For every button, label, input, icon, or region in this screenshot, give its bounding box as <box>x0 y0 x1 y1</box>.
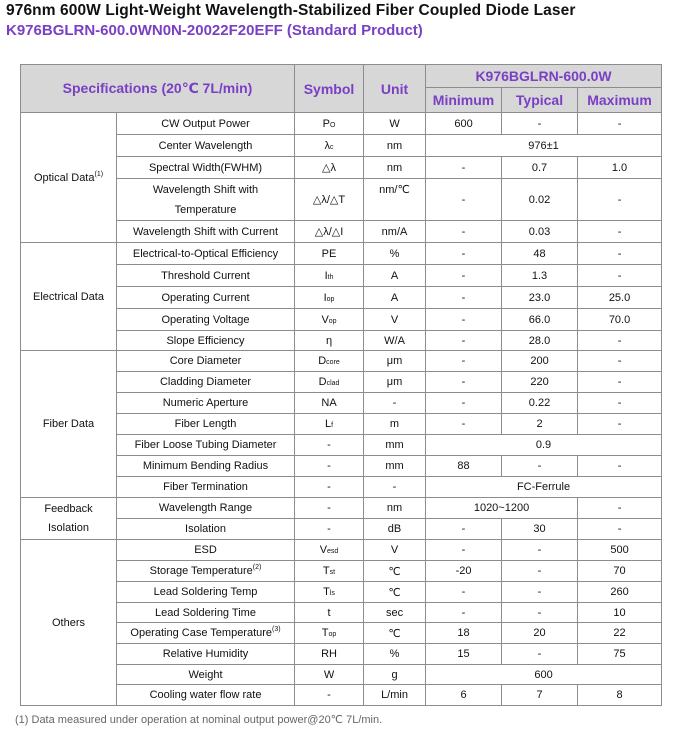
unit-cell: A <box>364 265 426 287</box>
header-typical: Typical <box>502 88 578 113</box>
value-maximum: - <box>578 331 662 351</box>
symbol-subscript: op <box>326 295 335 303</box>
value-maximum: 1.0 <box>578 157 662 179</box>
parameter-name <box>117 351 295 372</box>
symbol: V <box>319 544 328 556</box>
parameter-label: Threshold Current <box>161 269 250 282</box>
parameter-label: Fiber Termination <box>163 481 248 493</box>
parameter-label: Wavelength Range <box>158 502 253 514</box>
header-minimum: Minimum <box>426 88 502 113</box>
table-row <box>21 561 662 582</box>
value-maximum: - <box>578 414 662 435</box>
table-row <box>21 372 662 393</box>
symbol-cell <box>295 157 364 179</box>
value-minimum: - <box>426 265 502 287</box>
value-minimum: - <box>426 221 502 243</box>
parameter-name <box>117 498 295 519</box>
value-maximum: - <box>578 351 662 372</box>
parameter-name <box>117 372 295 393</box>
table-row <box>21 456 662 477</box>
symbol: λ <box>324 139 331 152</box>
value-maximum: 10 <box>578 603 662 623</box>
unit-cell: ℃ <box>364 623 426 644</box>
symbol-subscript: th <box>327 273 334 281</box>
symbol-cell <box>295 331 364 351</box>
value-typical: 20 <box>502 623 578 644</box>
symbol-cell <box>295 243 364 265</box>
group-label: Others <box>51 616 85 629</box>
group-label: Fiber Data <box>42 418 95 430</box>
value-maximum: 70.0 <box>578 309 662 331</box>
symbol: t <box>327 606 331 619</box>
value-maximum: - <box>578 498 662 519</box>
parameter-label: ESD <box>194 544 217 556</box>
symbol-cell <box>295 582 364 603</box>
value-maximum: - <box>578 113 662 135</box>
value-span: 0.9 <box>426 435 662 456</box>
header-unit: Unit <box>364 65 426 113</box>
symbol-cell <box>295 414 364 435</box>
unit-cell: dB <box>364 519 426 540</box>
unit-cell: μm <box>364 351 426 372</box>
symbol: - <box>327 523 331 535</box>
parameter-label: Operating Voltage <box>161 313 250 326</box>
group-label: Feedback <box>44 502 93 515</box>
parameter-name <box>117 243 295 265</box>
value-minimum: - <box>426 393 502 414</box>
symbol-cell <box>295 603 364 623</box>
group-fiber-data <box>21 351 117 498</box>
symbol: NA <box>321 397 337 409</box>
symbol: V <box>321 313 329 326</box>
symbol: W <box>323 668 335 681</box>
parameter-line: Temperature <box>174 203 237 216</box>
value-typical: 2 <box>502 414 578 435</box>
value-minimum: - <box>426 603 502 623</box>
table-row <box>21 221 662 243</box>
group-optical-data <box>21 113 117 243</box>
footnote-ref: (1) <box>94 170 104 178</box>
unit-cell: nm <box>364 135 426 157</box>
unit-cell: A <box>364 287 426 309</box>
parameter-label: Fiber Loose Tubing Diameter <box>134 439 277 451</box>
unit-cell: mm <box>364 435 426 456</box>
symbol-subscript: O <box>329 121 336 129</box>
parameter-name <box>117 309 295 331</box>
symbol-cell <box>295 435 364 456</box>
symbol-cell <box>295 685 364 706</box>
table-row <box>21 477 662 498</box>
group-others <box>21 540 117 706</box>
value-minimum: 88 <box>426 456 502 477</box>
value-minimum: - <box>426 287 502 309</box>
symbol-subscript: c <box>330 143 334 151</box>
footnote-ref: (2) <box>252 564 262 571</box>
parameter-label: Cooling water flow rate <box>149 689 262 701</box>
table-row <box>21 603 662 623</box>
value-typical: 48 <box>502 243 578 265</box>
table-row <box>21 351 662 372</box>
value-minimum: - <box>426 582 502 603</box>
symbol-cell <box>295 456 364 477</box>
parameter-label: Core Diameter <box>169 355 242 367</box>
table-row <box>21 414 662 435</box>
specifications-table <box>20 64 662 706</box>
parameter-name <box>117 623 295 644</box>
header-model: K976BGLRN-600.0W <box>426 65 662 88</box>
symbol-subscript: f <box>331 422 334 429</box>
parameter-label: Weight <box>188 668 223 681</box>
parameter-name <box>117 435 295 456</box>
value-minimum: 600 <box>426 113 502 135</box>
symbol-cell <box>295 113 364 135</box>
value-typical: 0.7 <box>502 157 578 179</box>
symbol-subscript: core <box>326 359 340 366</box>
parameter-label: Operating Case Temperature <box>130 627 273 639</box>
symbol-cell <box>295 309 364 331</box>
value-minimum: 6 <box>426 685 502 706</box>
symbol: - <box>327 439 331 451</box>
symbol-subscript: clad <box>326 380 340 387</box>
value-minimum: - <box>426 243 502 265</box>
table-row <box>21 309 662 331</box>
symbol: D <box>318 355 327 367</box>
symbol-cell <box>295 135 364 157</box>
header-symbol: Symbol <box>295 65 364 113</box>
value-typical: 28.0 <box>502 331 578 351</box>
symbol-subscript: op <box>328 317 337 325</box>
unit-cell: nm <box>364 157 426 179</box>
value-maximum: 260 <box>578 582 662 603</box>
value-typical: - <box>502 561 578 582</box>
table-row <box>21 265 662 287</box>
value-maximum: 75 <box>578 644 662 665</box>
product-code: K976BGLRN-600.0WN0N-20022F20EFF (Standard Product) <box>6 22 423 39</box>
symbol-cell <box>295 623 364 644</box>
parameter-line: Wavelength Shift with <box>152 183 259 196</box>
unit-cell: L/min <box>364 685 426 706</box>
value-minimum: 18 <box>426 623 502 644</box>
table-row <box>21 435 662 456</box>
value-typical: 7 <box>502 685 578 706</box>
symbol-cell <box>295 179 364 221</box>
symbol: - <box>327 460 331 472</box>
parameter-name <box>117 561 295 582</box>
group-label: Optical Data <box>33 171 95 184</box>
unit-cell: g <box>364 665 426 685</box>
parameter-label: Numeric Aperture <box>162 397 249 409</box>
value-maximum: - <box>578 179 662 221</box>
value-minimum: - <box>426 540 502 561</box>
value-typical: - <box>502 540 578 561</box>
document-title: 976nm 600W Light-Weight Wavelength-Stabilized Fiber Coupled Diode Laser <box>6 2 576 19</box>
table-row <box>21 582 662 603</box>
value-span: 600 <box>426 665 662 685</box>
symbol-cell <box>295 287 364 309</box>
value-minimum: - <box>426 157 502 179</box>
group-label: Electrical Data <box>33 290 104 303</box>
symbol: PE <box>321 247 337 260</box>
unit-cell: nm/℃ <box>364 179 426 221</box>
parameter-name <box>117 179 295 221</box>
parameter-label: Relative Humidity <box>162 648 249 660</box>
parameter-name <box>117 414 295 435</box>
value-maximum: 8 <box>578 685 662 706</box>
value-maximum: - <box>578 393 662 414</box>
table-row <box>21 685 662 706</box>
value-minimum: 15 <box>426 644 502 665</box>
symbol-cell <box>295 644 364 665</box>
parameter-label: Slope Efficiency <box>166 334 245 347</box>
symbol: η <box>325 334 333 347</box>
unit-cell: ℃ <box>364 561 426 582</box>
value-typical: 1.3 <box>502 265 578 287</box>
symbol-cell <box>295 372 364 393</box>
value-typical: 0.22 <box>502 393 578 414</box>
parameter-label: Spectral Width(FWHM) <box>148 161 263 174</box>
parameter-label: Wavelength Shift with Current <box>132 225 279 238</box>
symbol: T <box>322 565 330 577</box>
table-row <box>21 113 662 135</box>
symbol: - <box>327 481 331 493</box>
unit-cell: nm/A <box>364 221 426 243</box>
parameter-label: Lead Soldering Time <box>155 606 256 619</box>
unit-cell: sec <box>364 603 426 623</box>
symbol-subscript: esd <box>327 548 339 555</box>
unit-cell: μm <box>364 372 426 393</box>
table-row <box>21 243 662 265</box>
table-row <box>21 179 662 221</box>
symbol-cell <box>295 498 364 519</box>
parameter-label: Storage Temperature <box>149 565 253 577</box>
value-typical: 0.03 <box>502 221 578 243</box>
value-typical: 200 <box>502 351 578 372</box>
table-row <box>21 157 662 179</box>
table-row <box>21 665 662 685</box>
unit-cell: % <box>364 243 426 265</box>
parameter-name <box>117 157 295 179</box>
parameter-name <box>117 287 295 309</box>
parameter-name <box>117 456 295 477</box>
table-row <box>21 623 662 644</box>
unit-cell: ℃ <box>364 582 426 603</box>
value-typical: 220 <box>502 372 578 393</box>
value-maximum: - <box>578 265 662 287</box>
group-label: Isolation <box>48 521 89 534</box>
header-maximum: Maximum <box>578 88 662 113</box>
value-span: 976±1 <box>426 135 662 157</box>
parameter-name <box>117 603 295 623</box>
symbol-cell <box>295 221 364 243</box>
parameter-name <box>117 540 295 561</box>
unit-cell: mm <box>364 456 426 477</box>
symbol: I <box>323 291 327 304</box>
symbol-cell <box>295 665 364 685</box>
value-typical: - <box>502 456 578 477</box>
table-row <box>21 287 662 309</box>
value-maximum: 25.0 <box>578 287 662 309</box>
symbol-subscript: op <box>328 631 337 638</box>
parameter-name <box>117 113 295 135</box>
value-maximum: 70 <box>578 561 662 582</box>
symbol: D <box>318 376 327 388</box>
unit-cell: W <box>364 113 426 135</box>
parameter-label: Fiber Length <box>174 418 237 430</box>
value-minimum: - <box>426 372 502 393</box>
unit-cell: m <box>364 414 426 435</box>
symbol: P <box>322 117 330 130</box>
value-maximum: - <box>578 456 662 477</box>
symbol-cell <box>295 561 364 582</box>
value-typical: 66.0 <box>502 309 578 331</box>
symbol-cell <box>295 540 364 561</box>
parameter-label: Lead Soldering Temp <box>153 586 258 598</box>
value-typical: - <box>502 603 578 623</box>
symbol: △λ/△T <box>312 194 346 206</box>
group-feedback-isolation <box>21 498 117 540</box>
parameter-label: CW Output Power <box>161 117 250 130</box>
unit-cell: - <box>364 393 426 414</box>
parameter-label: Cladding Diameter <box>159 376 252 388</box>
footnote-ref: (3) <box>272 626 281 633</box>
symbol-cell <box>295 351 364 372</box>
parameter-name <box>117 265 295 287</box>
group-electrical-data <box>21 243 117 351</box>
value-minimum: -20 <box>426 561 502 582</box>
value-span: 1020~1200 <box>426 498 578 519</box>
table-row <box>21 135 662 157</box>
parameter-label: Electrical-to-Optical Efficiency <box>132 247 279 260</box>
value-maximum: - <box>578 221 662 243</box>
parameter-name <box>117 477 295 498</box>
value-typical: 30 <box>502 519 578 540</box>
symbol-cell <box>295 265 364 287</box>
table-row <box>21 519 662 540</box>
value-maximum: 500 <box>578 540 662 561</box>
parameter-name <box>117 582 295 603</box>
value-minimum: - <box>426 331 502 351</box>
unit-cell: W/A <box>364 331 426 351</box>
footnote: (1) Data measured under operation at nominal output power@20℃ 7L/min. <box>15 714 383 726</box>
symbol-subscript: st <box>329 569 336 576</box>
header-specifications: Specifications (20℃ 7L/min) <box>21 65 295 113</box>
value-minimum: - <box>426 309 502 331</box>
parameter-name <box>117 685 295 706</box>
parameter-name <box>117 221 295 243</box>
symbol: - <box>327 689 331 701</box>
symbol: I <box>324 269 328 282</box>
unit-cell: - <box>364 477 426 498</box>
parameter-name <box>117 331 295 351</box>
symbol: △λ/△I <box>314 226 344 238</box>
symbol-cell <box>295 393 364 414</box>
parameter-label: Center Wavelength <box>158 139 253 152</box>
table-row <box>21 644 662 665</box>
value-minimum: - <box>426 179 502 221</box>
parameter-label: Operating Current <box>161 291 250 304</box>
value-typical: - <box>502 113 578 135</box>
parameter-label: Isolation <box>185 523 226 535</box>
value-minimum: - <box>426 519 502 540</box>
value-maximum: - <box>578 519 662 540</box>
unit-cell: V <box>364 309 426 331</box>
value-span: FC-Ferrule <box>426 477 662 498</box>
value-typical: - <box>502 644 578 665</box>
table-row <box>21 540 662 561</box>
symbol: △λ <box>322 162 336 174</box>
symbol-cell <box>295 477 364 498</box>
value-maximum: 22 <box>578 623 662 644</box>
symbol-cell <box>295 519 364 540</box>
value-minimum: - <box>426 351 502 372</box>
value-minimum: - <box>426 414 502 435</box>
symbol: T <box>321 627 329 639</box>
symbol: T <box>323 586 330 598</box>
value-maximum: - <box>578 243 662 265</box>
unit-cell: % <box>364 644 426 665</box>
table-row <box>21 331 662 351</box>
parameter-name <box>117 393 295 414</box>
value-typical: 23.0 <box>502 287 578 309</box>
table-row <box>21 498 662 519</box>
value-typical: 0.02 <box>502 179 578 221</box>
symbol: - <box>327 502 331 514</box>
unit-cell: nm <box>364 498 426 519</box>
parameter-label: Minimum Bending Radius <box>142 460 269 472</box>
parameter-name <box>117 644 295 665</box>
value-typical: - <box>502 582 578 603</box>
table-row <box>21 393 662 414</box>
parameter-name <box>117 519 295 540</box>
symbol-subscript: ls <box>329 590 335 597</box>
parameter-name <box>117 135 295 157</box>
parameter-name <box>117 665 295 685</box>
symbol: RH <box>321 648 337 660</box>
unit-cell: V <box>364 540 426 561</box>
value-maximum: - <box>578 372 662 393</box>
symbol: L <box>324 418 332 430</box>
